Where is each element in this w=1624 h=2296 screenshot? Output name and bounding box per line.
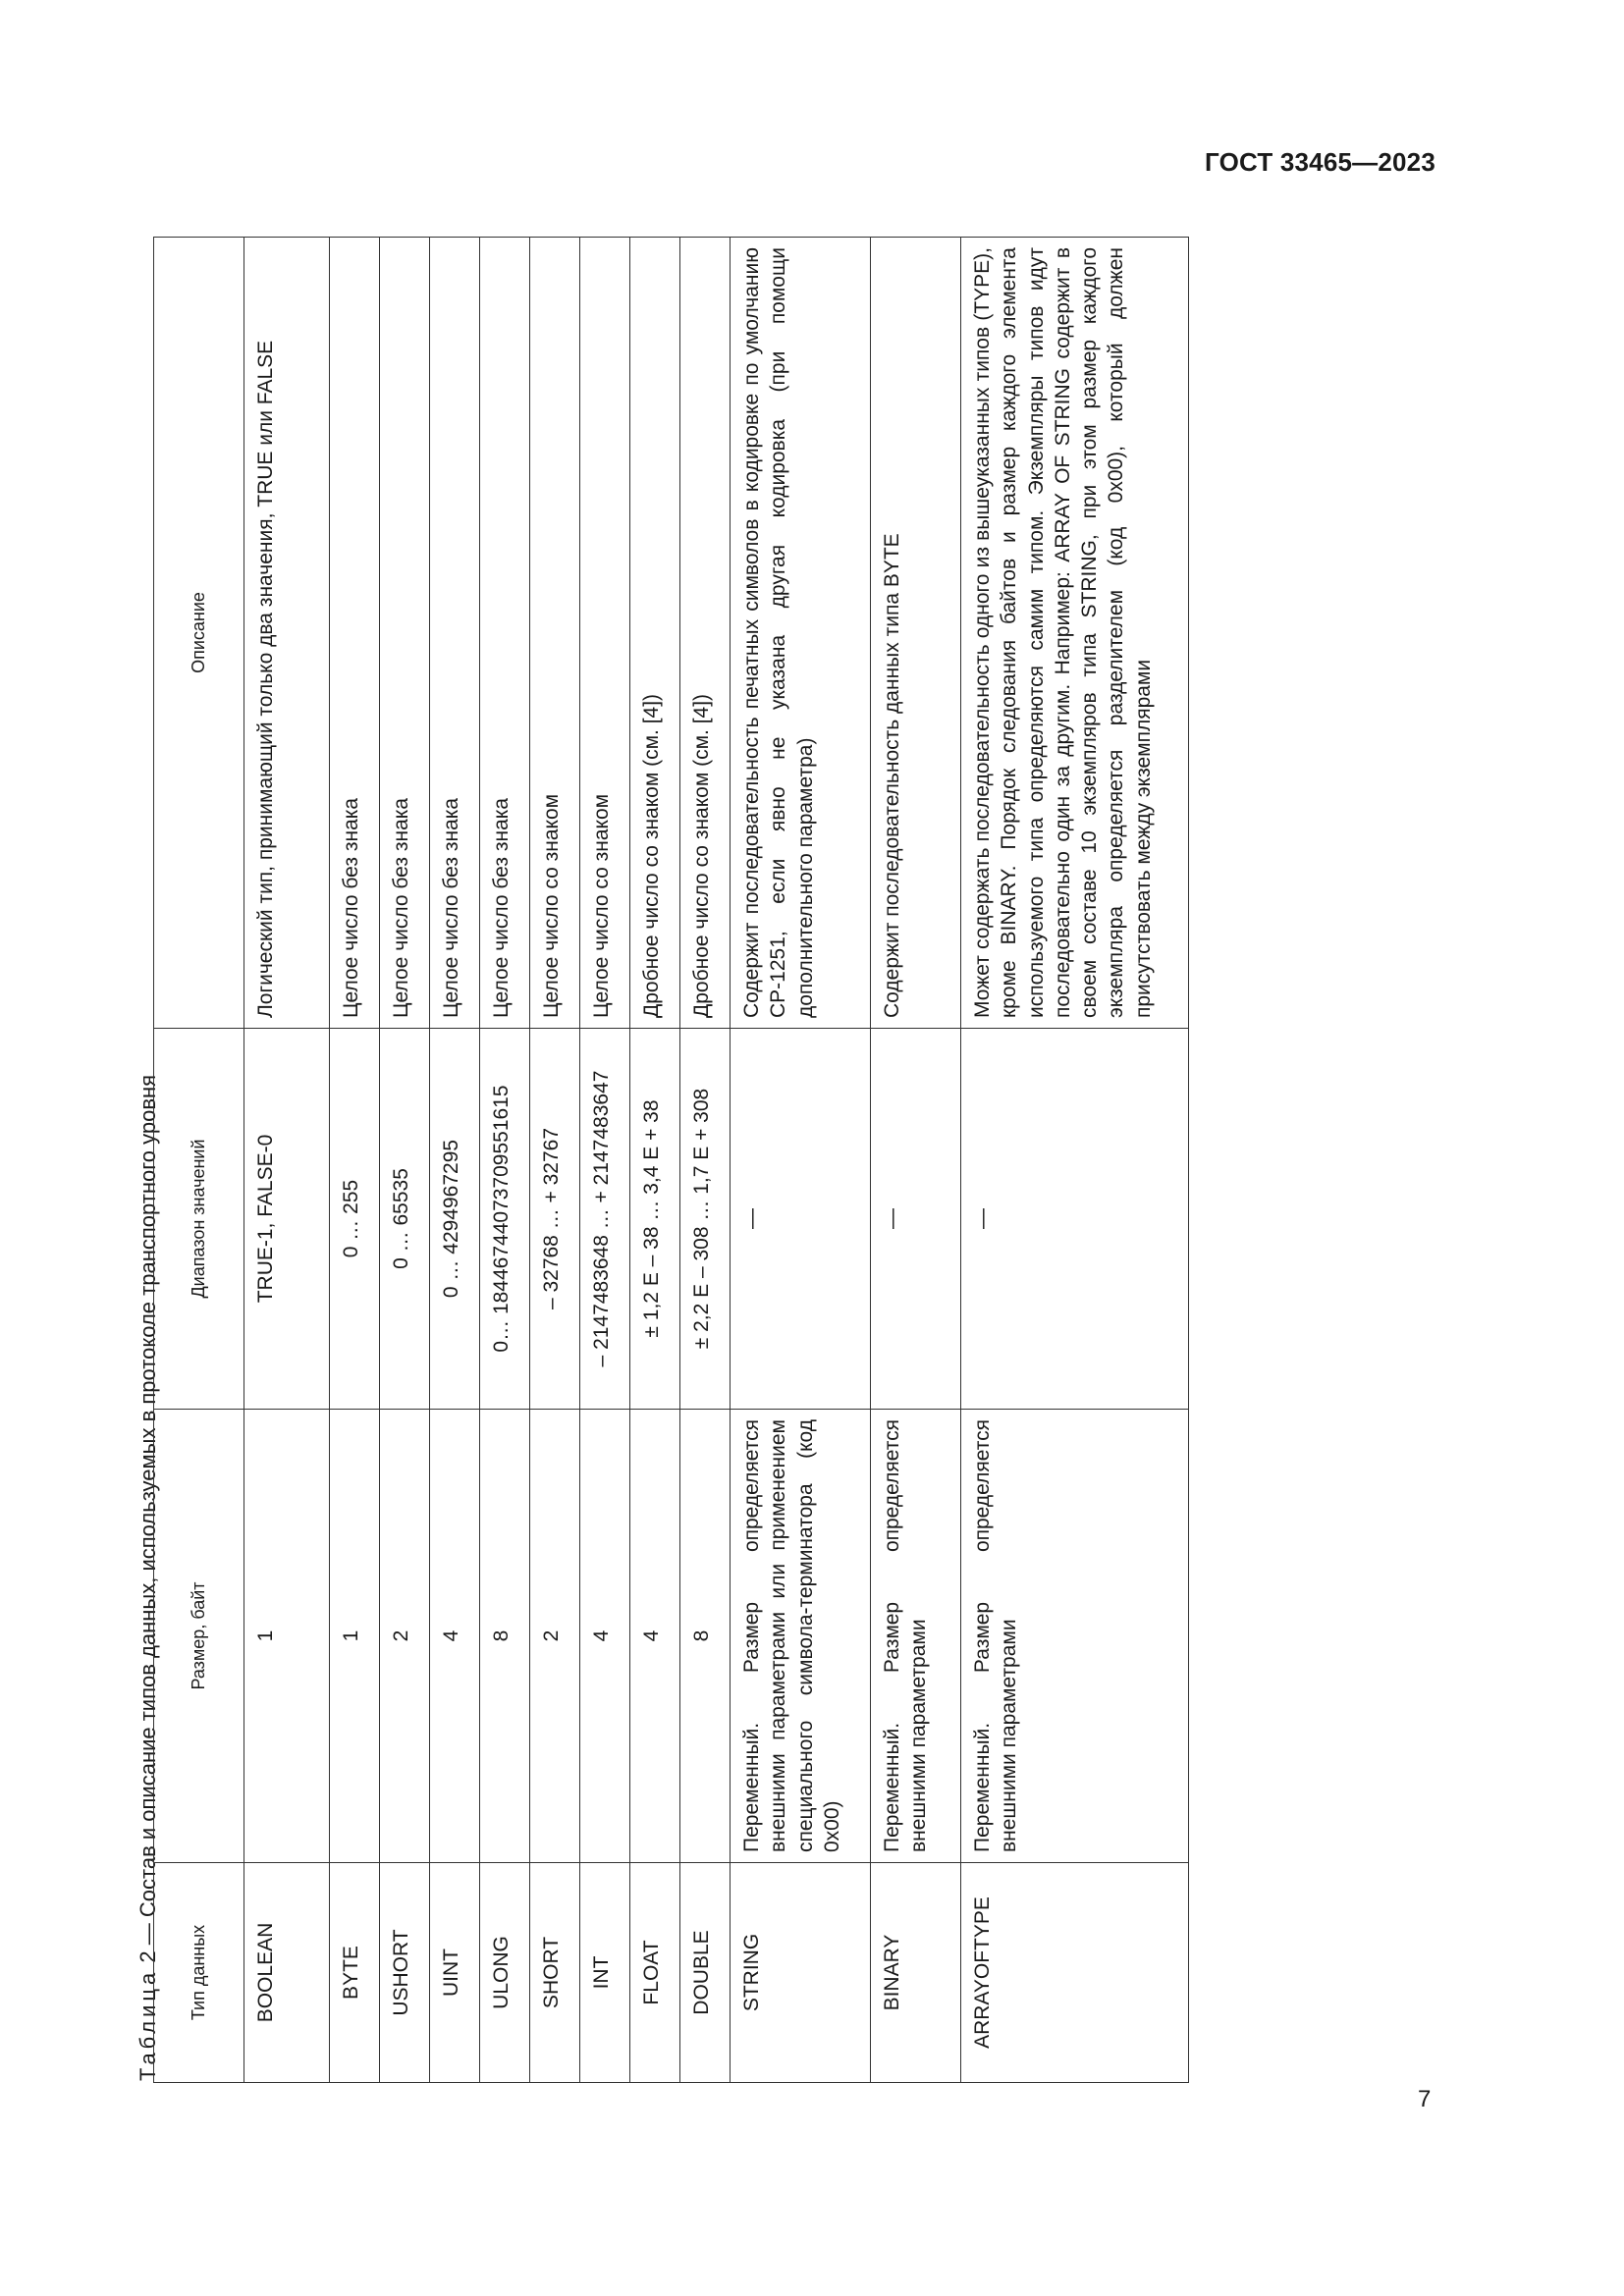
table-row (530, 238, 580, 2083)
cell-type: ULONG (480, 1863, 530, 2083)
cell-type: INT (580, 1863, 630, 2083)
cell-range: — (731, 1029, 871, 1410)
table-row (480, 238, 530, 2083)
document-code: ГОСТ 33465—2023 (1205, 147, 1435, 177)
table-caption-number: 2 (135, 1950, 160, 1963)
cell-size: 1 (244, 1410, 330, 1863)
cell-size: Переменный. Размер определяется внешними параметрами или применением специального символа-терминатора (код 0x00) (731, 1410, 871, 1863)
table-row (244, 238, 330, 2083)
cell-type: SHORT (530, 1863, 580, 2083)
cell-description: Целое число без знака (480, 238, 530, 1029)
cell-type: BINARY (871, 1863, 961, 2083)
header-size: Размер, байт (154, 1410, 244, 1863)
cell-description: Дробное число со знаком (см. [4]) (630, 238, 680, 1029)
cell-range: TRUE-1, FALSE-0 (244, 1029, 330, 1410)
table-row (731, 238, 871, 2083)
cell-description: Целое число без знака (330, 238, 380, 1029)
cell-range: ± 1,2 E – 38 … 3,4 E + 38 (630, 1029, 680, 1410)
cell-range: — (871, 1029, 961, 1410)
cell-size: 4 (630, 1410, 680, 1863)
cell-size: 4 (430, 1410, 480, 1863)
cell-description: Содержит последовательность данных типа BYTE (871, 238, 961, 1029)
cell-description: Логический тип, принимающий только два значения, TRUE или FALSE (244, 238, 330, 1029)
cell-size: Переменный. Размер определяется внешними параметрами (871, 1410, 961, 1863)
cell-size: 8 (480, 1410, 530, 1863)
cell-type: FLOAT (630, 1863, 680, 2083)
cell-type: STRING (731, 1863, 871, 2083)
cell-description: Содержит последовательность печатных символов в кодировке по умолчанию CP-1251, если явно не указана другая кодировка (при помощи дополнительного параметра) (731, 238, 871, 1029)
cell-description: Может содержать последовательность одного из вышеуказанных типов (TYPE), кроме BINARY. Порядок следования байтов и размер каждого элемента используемого типа определяются самим типом. Экземпляры типов идут последовательно один за другим. Например: ARRAY OF STRING содержит в своем составе 10 экземпляров типа STRING, при этом размер каждого экземпляра определяется разделителем (код 0x00), который должен присутствовать между экземплярами (961, 238, 1189, 1029)
cell-description: Дробное число со знаком (см. [4]) (680, 238, 731, 1029)
cell-range: ± 2,2 E – 308 … 1,7 E + 308 (680, 1029, 731, 1410)
cell-type: BOOLEAN (244, 1863, 330, 2083)
cell-type: UINT (430, 1863, 480, 2083)
table-row (380, 238, 430, 2083)
cell-type: ARRAYOFTYPE (961, 1863, 1189, 2083)
cell-range: 0 … 255 (330, 1029, 380, 1410)
table-row (330, 238, 380, 2083)
table-row (630, 238, 680, 2083)
cell-size: 4 (580, 1410, 630, 1863)
header-type: Тип данных (154, 1863, 244, 2083)
cell-type: BYTE (330, 1863, 380, 2083)
table-row (871, 238, 961, 2083)
cell-type: USHORT (380, 1863, 430, 2083)
page-number: 7 (1418, 2086, 1432, 2112)
header-description: Описание (154, 238, 244, 1029)
cell-description: Целое число со знаком (530, 238, 580, 1029)
table-row (580, 238, 630, 2083)
cell-size: 1 (330, 1410, 380, 1863)
cell-size: 2 (380, 1410, 430, 1863)
table-header-row (154, 238, 244, 2083)
cell-size: 2 (530, 1410, 580, 1863)
cell-size: Переменный. Размер определяется внешними параметрами (961, 1410, 1189, 1863)
table-rotated-container (153, 238, 1189, 2083)
cell-range: 0 … 4294967295 (430, 1029, 480, 1410)
header-range: Диапазон значений (154, 1029, 244, 1410)
table-row (680, 238, 731, 2083)
cell-range: – 32768 … + 32767 (530, 1029, 580, 1410)
cell-description: Целое число без знака (430, 238, 480, 1029)
cell-type: DOUBLE (680, 1863, 731, 2083)
cell-range: 0… 18446744073709551615 (480, 1029, 530, 1410)
cell-range: — (961, 1029, 1189, 1410)
cell-range: – 2147483648 … + 2147483647 (580, 1029, 630, 1410)
cell-size: 8 (680, 1410, 731, 1863)
data-types-table (153, 237, 1189, 2083)
table-caption-label: Таблица (135, 1968, 160, 2081)
table-row (961, 238, 1189, 2083)
table-row (430, 238, 480, 2083)
cell-description: Целое число без знака (380, 238, 430, 1029)
cell-description: Целое число со знаком (580, 238, 630, 1029)
table-caption-text: — Состав и описание типов данных, используемых в протоколе транспортного уровня (135, 1074, 160, 1946)
cell-range: 0 … 65535 (380, 1029, 430, 1410)
